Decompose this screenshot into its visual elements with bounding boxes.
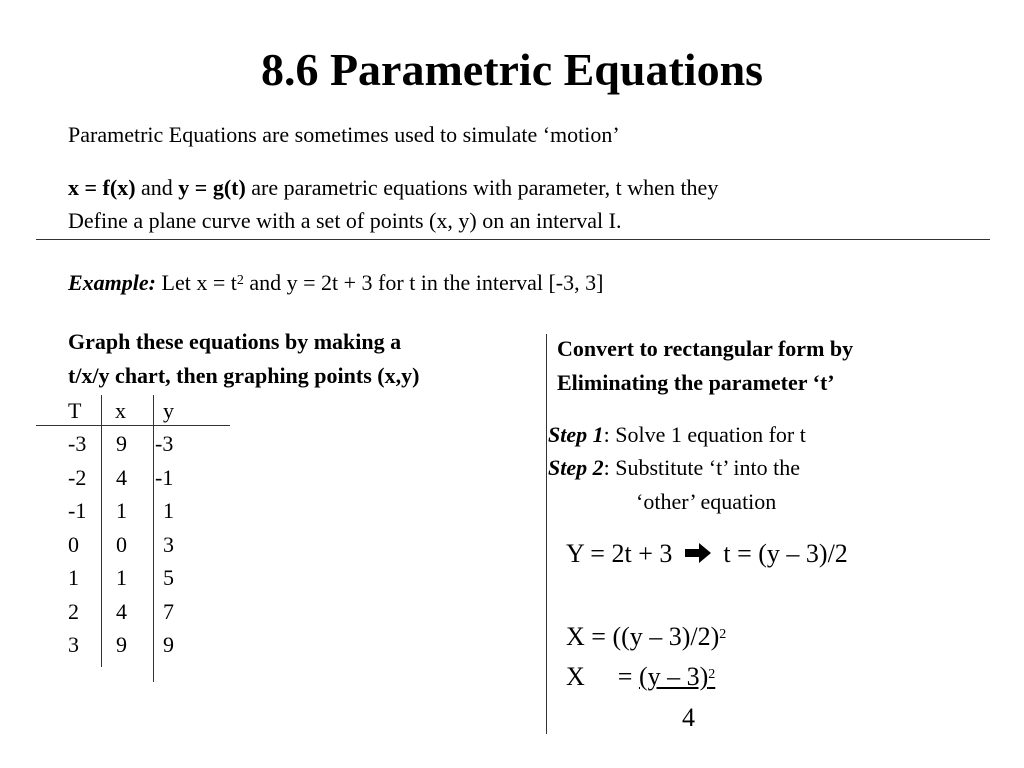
formula-3-left: X — [566, 662, 585, 691]
table-cell: 1 — [163, 498, 174, 523]
example-part2: and y = 2t + 3 for t in the interval [-3, 3] — [249, 270, 604, 295]
convert-heading-line-1: Convert to rectangular form by — [557, 336, 854, 361]
table-cell: 7 — [163, 598, 174, 624]
step-2-rest: into the — [733, 455, 800, 480]
page-title: 8.6 Parametric Equations — [260, 44, 764, 95]
example-line — [68, 266, 603, 300]
table-cell: 9 — [116, 431, 127, 456]
formula-2 — [566, 619, 726, 655]
definition-and: and — [141, 175, 173, 200]
step-2-text: : Substitute — [603, 455, 704, 480]
table-cell: 9 — [116, 632, 127, 657]
formula-3-denominator: 4 — [682, 703, 695, 732]
intro-line — [68, 118, 620, 152]
table-cell: 0 — [68, 531, 79, 557]
table-cell: 4 — [116, 464, 127, 490]
formula-2-exponent: 2 — [719, 627, 727, 642]
example-exponent: 2 — [236, 273, 244, 288]
definition-line-1 — [68, 171, 718, 205]
y-equation: y = g(t) — [178, 175, 246, 200]
graph-heading-line-2: t/x/y chart, then graphing points (x,y) — [68, 363, 420, 388]
table-header-cell: y — [163, 398, 174, 423]
intro-text: Parametric Equations are sometimes used to simulate — [68, 122, 538, 147]
step-1-text: : Solve 1 equation for t — [603, 422, 806, 447]
table-cell: 2 — [68, 598, 79, 624]
definition-rest: are parametric equations with parameter, t when they — [251, 175, 719, 200]
table-cell: 1 — [116, 565, 127, 590]
formula-3-equals: = — [617, 662, 633, 691]
table-cell: -1 — [155, 464, 174, 490]
table-header-cell: T — [68, 398, 82, 423]
table-cell: -1 — [68, 498, 87, 523]
formula-3-numerator-text: (y – 3) — [638, 662, 709, 691]
table-divider-2 — [153, 395, 154, 682]
step-1 — [548, 418, 806, 452]
table-cell: 0 — [116, 531, 127, 557]
example-part1: Let x = t — [161, 270, 237, 295]
table-cell: 3 — [68, 632, 79, 657]
right-arrow-icon — [683, 542, 713, 564]
step-2-label: Step 2 — [548, 455, 604, 480]
formula-3-exponent: 2 — [708, 667, 716, 682]
table-cell: 9 — [163, 632, 174, 657]
convert-text: Eliminating the parameter — [557, 370, 808, 395]
formula-1 — [566, 536, 848, 572]
step-2-t: ‘t’ — [708, 455, 728, 480]
table-header-rule — [36, 425, 230, 426]
table-cell: 5 — [163, 565, 174, 590]
formula-3-numerator — [639, 662, 715, 691]
table-header-cell: x — [115, 398, 126, 423]
example-label: Example: — [68, 270, 156, 295]
formula-2-text: X = ((y – 3)/2) — [566, 622, 720, 651]
intro-quoted: ‘motion’ — [542, 122, 620, 147]
step-2-line-2: ‘other’ equation — [636, 489, 777, 514]
x-equation: x = f(x) — [68, 175, 136, 200]
table-cell: -3 — [155, 431, 174, 456]
definition-line-2: Define a plane curve with a set of points (x, y) on an interval I. — [68, 208, 622, 233]
table-cell: -2 — [68, 464, 87, 490]
step-2 — [548, 451, 800, 485]
table-cell: -3 — [68, 431, 87, 456]
formula-3 — [566, 659, 715, 695]
formula-1-left: Y = 2t + 3 — [566, 539, 673, 568]
step-1-label: Step 1 — [548, 422, 604, 447]
column-divider — [546, 334, 547, 734]
table-cell: 4 — [116, 598, 127, 624]
section-divider — [36, 239, 990, 240]
graph-heading-line-1: Graph these equations by making a — [68, 329, 402, 354]
table-cell: 1 — [68, 565, 79, 590]
formula-1-right: t = (y – 3)/2 — [723, 539, 848, 568]
convert-param: ‘t’ — [812, 370, 835, 395]
table-divider-1 — [101, 395, 102, 667]
table-cell: 3 — [163, 531, 174, 557]
table-cell: 1 — [116, 498, 127, 523]
convert-heading-line-2 — [557, 366, 835, 400]
